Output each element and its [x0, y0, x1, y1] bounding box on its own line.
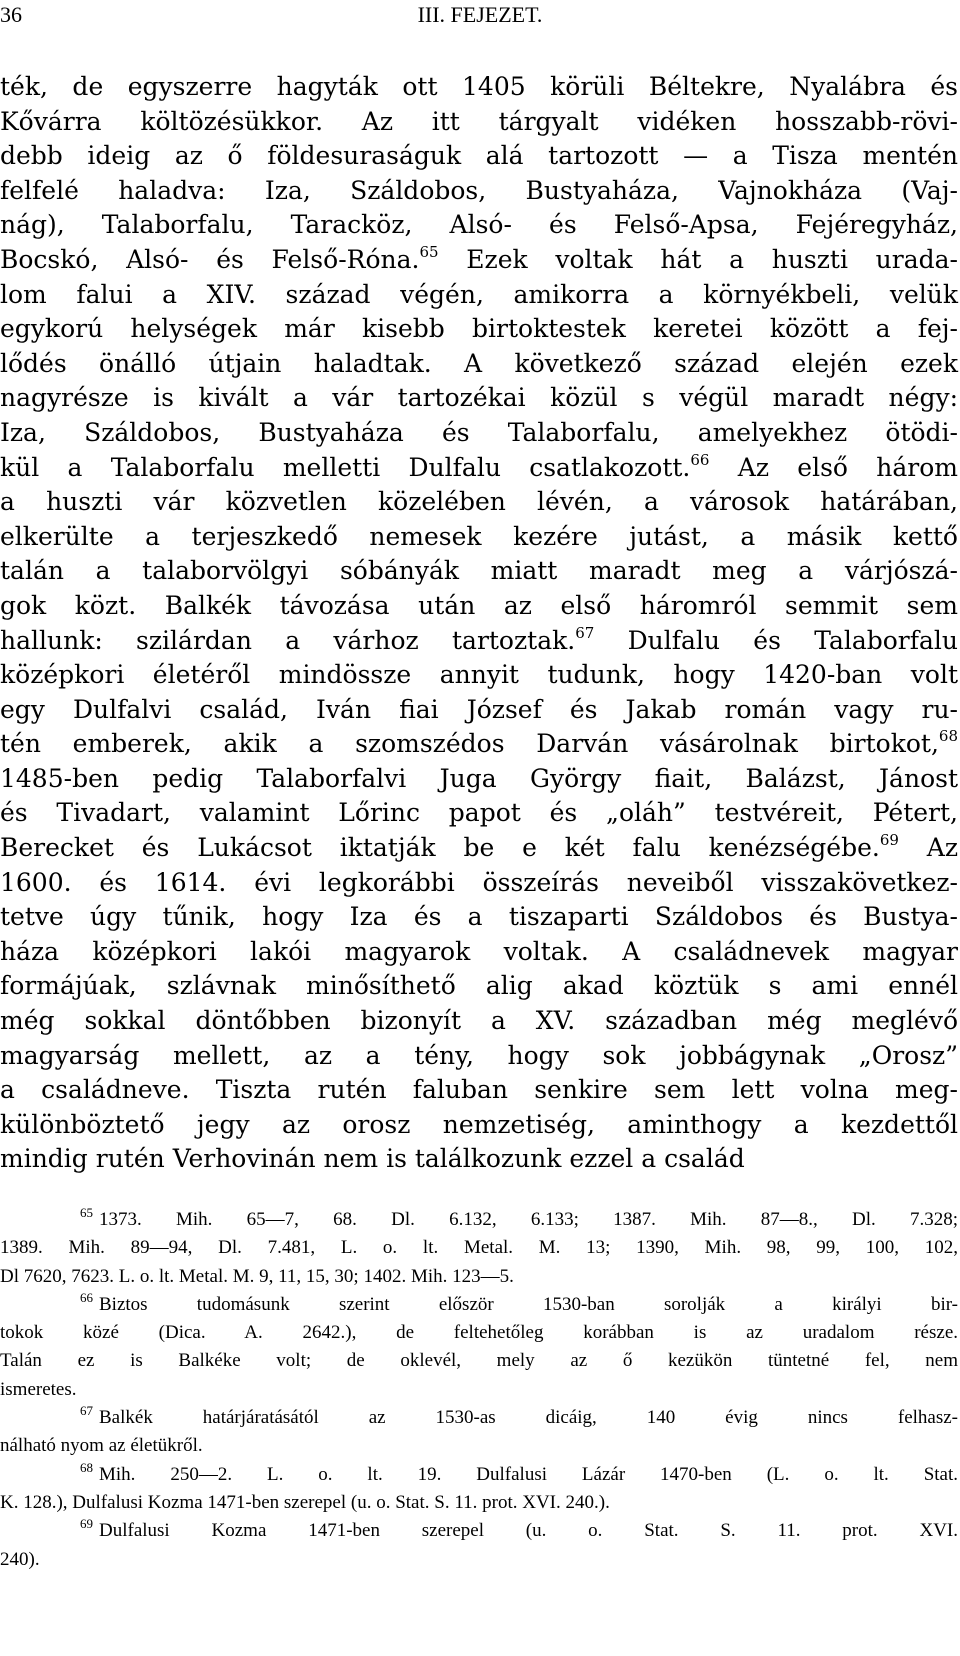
footnote-text: Mih. 250—2. L. o. lt. 19. Dulfalusi Lázár 1470-ben (L. o. lt. Stat. [99, 1463, 958, 1485]
footnote-text: 1373. Mih. 65—7, 68. Dl. 6.132, 6.133; 1387. Mih. 87—8., Dl. 7.328; [99, 1209, 958, 1230]
text-line: lődés önálló útjain haladtak. A következő század elején ezek [0, 348, 958, 378]
footnote-number: 65 [80, 1205, 93, 1220]
text-segment: Dulfalu és Talaborfalu [627, 625, 959, 655]
footnote-69 [0, 1517, 958, 1545]
text-line: felfelé haladva: Iza, Száldobos, Bustyaháza, Vajnokháza (Vaj- [0, 175, 958, 205]
footnote-ref-69[interactable]: 69 [879, 831, 899, 850]
text-line: különböztető jegy az orosz nemzetiség, aminthogy a kezdettől [0, 1109, 958, 1139]
footnotes [0, 1206, 958, 1574]
footnote-67 [0, 1404, 958, 1432]
text-line: és Tivadart, valamint Lőrinc papot és „oláh” testvéreit, Pétert, [0, 798, 958, 828]
page-number: 36 [0, 2, 22, 27]
footnote-text: Balkék határjáratásától az 1530-as dicáig, 140 évig nincs felhasz- [99, 1407, 958, 1429]
text-line: mindig rutén Verhovinán nem is találkozunk ezzel a család [0, 1144, 745, 1174]
text-segment: kül a Talaborfalu melletti Dulfalu csatlakozott. [0, 452, 691, 482]
text-segment: tén emberek, akik a szomszédos Darván vásárolnak birtokot, [0, 729, 939, 759]
text-segment: Az első három [737, 452, 958, 482]
footnote-65 [0, 1206, 958, 1234]
text-line: tetve úgy tűnik, hogy Iza és a tiszaparti Száldobos és Bustya- [0, 902, 958, 932]
text-line: elkerülte a terjeszkedő nemesek kezére jutást, a másik kettő [0, 521, 958, 551]
text-line: ték, de egyszerre hagyták ott 1405 körüli Béltekre, Nyalábra és [0, 72, 958, 101]
chapter-title: III. FEJEZET. [417, 2, 543, 27]
text-line [0, 243, 958, 278]
text-line: háza középkori lakói magyarok voltak. A családnevek magyar [0, 936, 958, 966]
footnote-text: Dulfalusi Kozma 1471-ben szerepel (u. o. Stat. S. 11. prot. XVI. [99, 1520, 958, 1542]
text-segment: hallunk: szilárdan a várhoz tartoztak. [0, 625, 576, 655]
footnote-66 [0, 1291, 958, 1319]
footnote-68 [0, 1461, 958, 1489]
footnote-line: 240). [0, 1548, 40, 1570]
footnote-number: 66 [80, 1289, 93, 1305]
text-line: nág), Talaborfalu, Taracköz, Alsó- és Felső-Apsa, Fejéregyház, [0, 210, 958, 240]
text-line [0, 831, 958, 866]
footnote-number: 68 [80, 1459, 93, 1475]
text-line: 1485-ben pedig Talaborfalvi Juga György fiait, Balázst, Jánost [0, 763, 958, 793]
text-line: formájúak, szlávnak minősíthető alig akad köztük s ami ennél [0, 971, 958, 1001]
footnote-ref-66[interactable]: 66 [690, 450, 710, 469]
text-line [0, 451, 958, 486]
footnote-line: Dl 7620, 7623. L. o. lt. Metal. M. 9, 11, 15, 30; 1402. Mih. 123—5. [0, 1265, 514, 1287]
text-line: talán a talaborvölgyi sóbányák miatt maradt meg a várjószá- [0, 556, 958, 586]
footnote-line: tokok közé (Dica. A. 2642.), de feltehetőleg korábban is az uradalom része. [0, 1322, 958, 1344]
footnote-line: Talán ez is Balkéke volt; de oklevél, mely az ő kezükön tüntetné fel, nem [0, 1350, 958, 1372]
footnote-number: 69 [80, 1516, 93, 1532]
text-line: magyarság mellett, az a tény, hogy sok jobbágynak „Orosz” [0, 1040, 958, 1070]
text-line: gok közt. Balkék távozása után az első háromról semmit sem [0, 590, 958, 620]
text-line: Kővárra költözésükkor. Az itt tárgyalt vidéken hosszabb-rövi- [0, 106, 958, 136]
footnote-ref-67[interactable]: 67 [575, 623, 595, 642]
text-line: a huszti vár közvetlen közelében lévén, a városok határában, [0, 487, 958, 517]
footnote-line: ismeretes. [0, 1378, 77, 1400]
text-line: egykorú helységek már kisebb birtoktestek keretei között a fej- [0, 314, 958, 344]
footnote-ref-68[interactable]: 68 [938, 727, 958, 746]
text-segment: Bocskó, Alsó- és Felső-Róna. [0, 244, 420, 274]
text-line [0, 727, 958, 762]
text-line: a családneve. Tiszta rutén faluban senkire sem lett volna meg- [0, 1075, 958, 1105]
text-line: középkori életéről mindössze annyit tudunk, hogy 1420-ban volt [0, 660, 958, 690]
text-line [0, 624, 958, 659]
footnote-number: 67 [80, 1403, 93, 1419]
footnote-line: nálható nyom az életükről. [0, 1435, 203, 1457]
text-line: debb ideig az ő földesuraságuk alá tartozott — a Tisza mentén [0, 141, 958, 171]
footnote-text: Biztos tudomásunk szerint először 1530-ban sorolják a királyi bir- [99, 1293, 958, 1315]
text-line: nagyrésze is kivált a vár tartozékai közül s végül maradt négy: [0, 383, 958, 413]
main-text [0, 70, 958, 1177]
text-segment: Az [926, 833, 958, 863]
text-line: egy Dulfalvi család, Iván fiai József és Jakab román vagy ru- [0, 694, 958, 724]
footnote-ref-65[interactable]: 65 [419, 242, 439, 261]
text-line: lom falui a XIV. század végén, amikorra a környékbeli, velük [0, 279, 958, 309]
footnote-line: 1389. Mih. 89—94, Dl. 7.481, L. o. lt. Metal. M. 13; 1390, Mih. 98, 99, 100, 102, [0, 1237, 958, 1259]
page-header [0, 2, 960, 34]
footnote-line: K. 128.), Dulfalusi Kozma 1471-ben szerepel (u. o. Stat. S. 11. prot. XVI. 240.). [0, 1491, 610, 1513]
text-segment: Berecket és Lukácsot iktatják be e két falu kenézségébe. [0, 833, 880, 863]
text-line: 1600. és 1614. évi legkorábbi összeírás neveiből visszakövetkez- [0, 867, 958, 897]
text-line: még sokkal döntőbben bizonyít a XV. században még meglévő [0, 1006, 958, 1036]
text-line: Iza, Száldobos, Bustyaháza és Talaborfalu, amelyekhez ötödi- [0, 417, 958, 447]
text-segment: Ezek voltak hát a huszti urada- [466, 244, 958, 274]
